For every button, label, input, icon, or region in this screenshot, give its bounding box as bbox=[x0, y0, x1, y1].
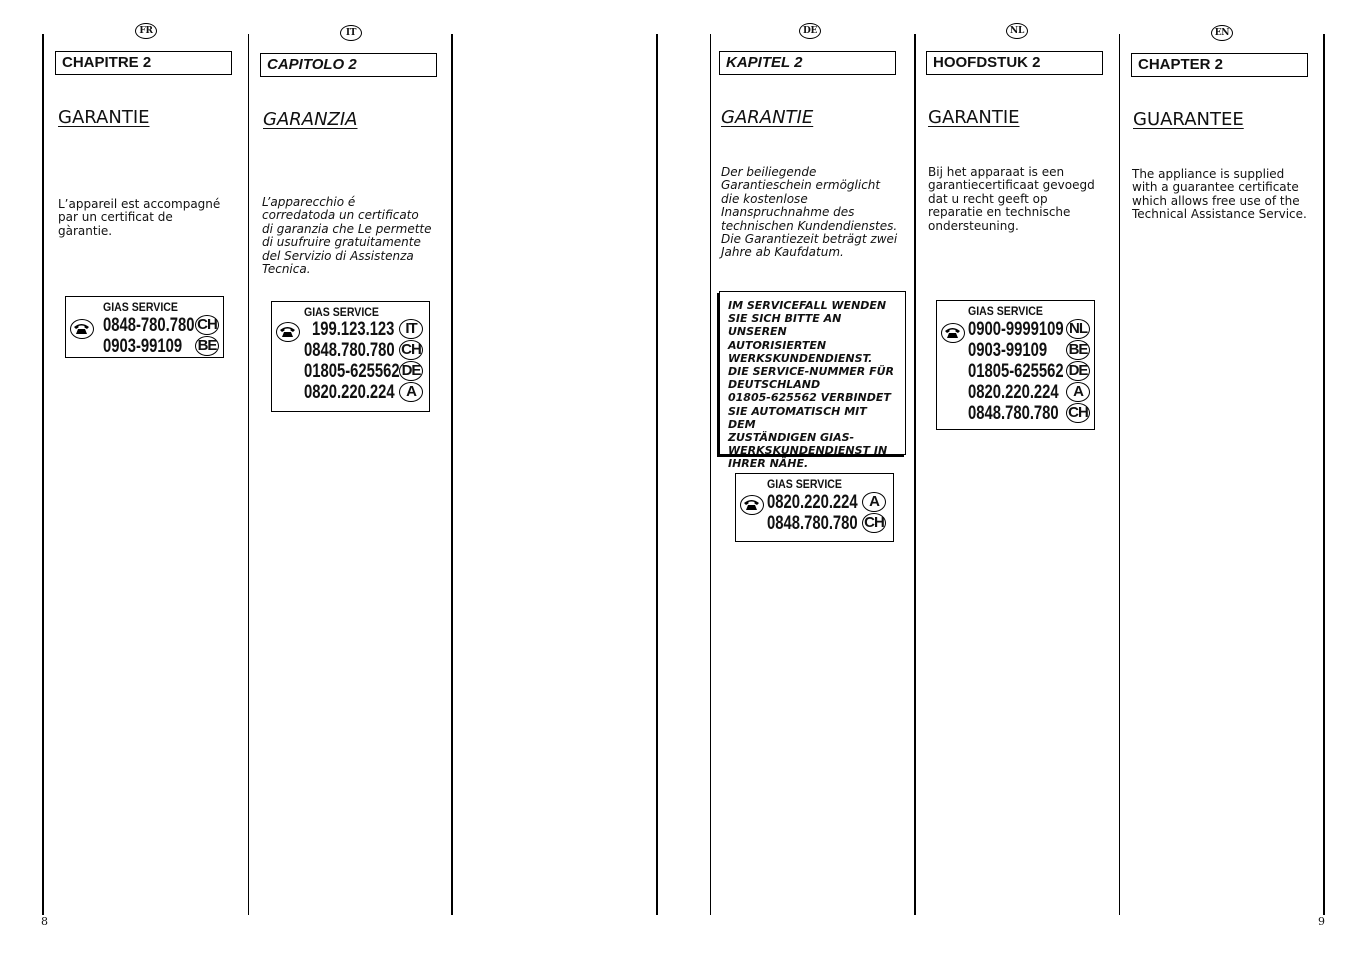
language-badge-it: IT bbox=[340, 25, 362, 41]
notice-line: IM SERVICEFALL WENDEN bbox=[728, 299, 887, 312]
text-line: del Servizio di Assistenza bbox=[262, 248, 414, 263]
page-number-left: 8 bbox=[41, 915, 48, 928]
text-line: Inanspruchnahme des bbox=[721, 205, 855, 220]
text-line: Der beiliegende bbox=[721, 165, 817, 179]
column-rule bbox=[656, 34, 658, 915]
service-row bbox=[103, 336, 223, 357]
gias-service-box bbox=[936, 300, 1095, 430]
service-row bbox=[767, 513, 891, 534]
notice-line: AUTORISIERTEN bbox=[728, 338, 827, 352]
phone-number: 0903-99109 bbox=[103, 336, 183, 357]
country-code: CH bbox=[399, 340, 423, 360]
guarantee-text bbox=[1132, 168, 1307, 222]
chapter-label: HOOFDSTUK 2 bbox=[926, 51, 1103, 75]
gias-service-box bbox=[65, 296, 224, 358]
column-rule bbox=[248, 34, 249, 915]
column-rule bbox=[42, 34, 44, 915]
telephone-icon bbox=[276, 322, 300, 342]
country-code: IT bbox=[399, 319, 423, 339]
text-line: par un certificat de bbox=[58, 210, 173, 225]
service-row bbox=[304, 382, 428, 403]
section-heading: GARANZIA bbox=[263, 109, 358, 130]
phone-number: 0848.780.780 bbox=[304, 340, 395, 361]
text-line: Jahre ab Kaufdatum. bbox=[721, 245, 844, 260]
service-row bbox=[767, 492, 891, 513]
section-heading: GUARANTEE bbox=[1133, 109, 1244, 130]
text-line: L’appareil est accompagné bbox=[58, 197, 221, 211]
notice-line: IHRER NÄHE. bbox=[728, 457, 809, 471]
phone-number: 0820.220.224 bbox=[968, 382, 1059, 403]
text-line: Die Garantiezeit beträgt zwei bbox=[721, 232, 898, 247]
telephone-icon bbox=[941, 323, 965, 343]
service-title: GIAS SERVICE bbox=[304, 305, 379, 319]
phone-number: 0820.220.224 bbox=[767, 492, 858, 513]
text-line: Tecnica. bbox=[262, 262, 311, 277]
text-line: die kostenlose bbox=[721, 191, 808, 206]
phone-number: 0848.780.780 bbox=[767, 513, 858, 534]
service-row bbox=[304, 319, 428, 340]
telephone-icon bbox=[70, 319, 94, 339]
guarantee-text bbox=[928, 166, 1095, 233]
text-line: Bij het apparaat is een bbox=[928, 165, 1065, 179]
text-line: ondersteuning. bbox=[928, 218, 1019, 233]
phone-number: 0820.220.224 bbox=[304, 382, 395, 403]
guarantee-text bbox=[262, 196, 432, 276]
service-row bbox=[968, 319, 1092, 340]
guarantee-text bbox=[721, 166, 897, 260]
gias-service-box bbox=[735, 473, 894, 542]
service-notice-box bbox=[719, 291, 906, 471]
country-code: CH bbox=[1066, 403, 1090, 423]
chapter-label: CAPITOLO 2 bbox=[260, 53, 437, 77]
service-title: GIAS SERVICE bbox=[968, 304, 1043, 318]
notice-line: SIE SICH BITTE AN UNSEREN bbox=[728, 312, 842, 339]
notice-line: ZUSTÄNDIGEN GIAS- bbox=[728, 431, 855, 445]
section-heading: GARANTIE bbox=[928, 107, 1020, 128]
phone-number: 0848-780.780 bbox=[103, 315, 195, 336]
text-line: Technical Assistance Service. bbox=[1132, 207, 1307, 222]
language-badge-de: DE bbox=[799, 23, 821, 39]
text-line: with a guarantee certificate bbox=[1132, 180, 1299, 195]
service-title: GIAS SERVICE bbox=[103, 300, 178, 314]
country-code: BE bbox=[1066, 340, 1090, 360]
country-code: A bbox=[1066, 382, 1090, 402]
country-code: DE bbox=[399, 361, 423, 381]
section-heading: GARANTIE bbox=[721, 107, 814, 128]
service-row bbox=[304, 340, 428, 361]
page-number-right: 9 bbox=[1318, 915, 1325, 928]
text-line: which allows free use of the bbox=[1132, 193, 1300, 208]
column-rule bbox=[914, 34, 916, 915]
notice-line: SIE AUTOMATISCH MIT DEM bbox=[728, 404, 867, 431]
service-row bbox=[103, 315, 223, 336]
notice-line: DIE SERVICE-NUMMER FÜR bbox=[728, 365, 894, 379]
phone-number: 0903-99109 bbox=[968, 340, 1048, 361]
text-line: di usufruire gratuitamente bbox=[262, 235, 421, 250]
chapter-label: CHAPTER 2 bbox=[1131, 53, 1308, 77]
column-rule bbox=[1119, 34, 1120, 915]
text-line: technischen Kundendienstes. bbox=[721, 218, 898, 233]
country-code: DE bbox=[1066, 361, 1090, 381]
country-code: A bbox=[862, 492, 886, 512]
text-line: The appliance is supplied bbox=[1132, 167, 1285, 181]
column-rule bbox=[1323, 34, 1325, 915]
text-line: di garanzia che Le permette bbox=[262, 221, 432, 236]
text-line: Garantieschein ermöglicht bbox=[721, 178, 881, 193]
text-line: dat u recht geeft op bbox=[928, 191, 1048, 206]
telephone-icon bbox=[740, 495, 764, 515]
column-rule bbox=[451, 34, 453, 915]
phone-number: 199.123.123 bbox=[312, 319, 395, 340]
section-heading: GARANTIE bbox=[58, 107, 150, 128]
service-row bbox=[968, 403, 1092, 424]
notice-line: DEUTSCHLAND bbox=[728, 378, 821, 392]
column-rule bbox=[710, 34, 711, 915]
notice-line: WERKSKUNDENDIENST IN bbox=[728, 444, 888, 458]
gias-service-box bbox=[271, 301, 430, 412]
notice-line: WERKSKUNDENDIENST. bbox=[728, 351, 873, 365]
service-row bbox=[968, 340, 1092, 361]
text-line: garantiecertificaat gevoegd bbox=[928, 178, 1095, 193]
service-row bbox=[304, 361, 428, 382]
phone-number: 0900-9999109 bbox=[968, 319, 1064, 340]
chapter-label: KAPITEL 2 bbox=[719, 51, 896, 75]
guarantee-text bbox=[58, 198, 220, 238]
notice-line: 01805-625562 VERBINDET bbox=[728, 391, 891, 405]
service-title: GIAS SERVICE bbox=[767, 477, 842, 491]
country-code: CH bbox=[195, 315, 219, 335]
country-code: CH bbox=[862, 513, 886, 533]
text-line: gàrantie. bbox=[58, 223, 113, 238]
text-line: corredatoda un certificato bbox=[262, 208, 419, 223]
country-code: BE bbox=[195, 336, 219, 356]
phone-number: 01805-625562 bbox=[304, 361, 400, 382]
chapter-label: CHAPITRE 2 bbox=[55, 51, 232, 75]
phone-number: 0848.780.780 bbox=[968, 403, 1059, 424]
language-badge-fr: FR bbox=[135, 23, 157, 39]
service-row bbox=[968, 382, 1092, 403]
language-badge-en: EN bbox=[1211, 25, 1233, 41]
country-code: NL bbox=[1066, 319, 1090, 339]
text-line: reparatie en technische bbox=[928, 205, 1071, 220]
text-line: L’apparecchio é bbox=[262, 195, 356, 209]
language-badge-nl: NL bbox=[1006, 23, 1028, 39]
service-row bbox=[968, 361, 1092, 382]
phone-number: 01805-625562 bbox=[968, 361, 1064, 382]
country-code: A bbox=[399, 382, 423, 402]
